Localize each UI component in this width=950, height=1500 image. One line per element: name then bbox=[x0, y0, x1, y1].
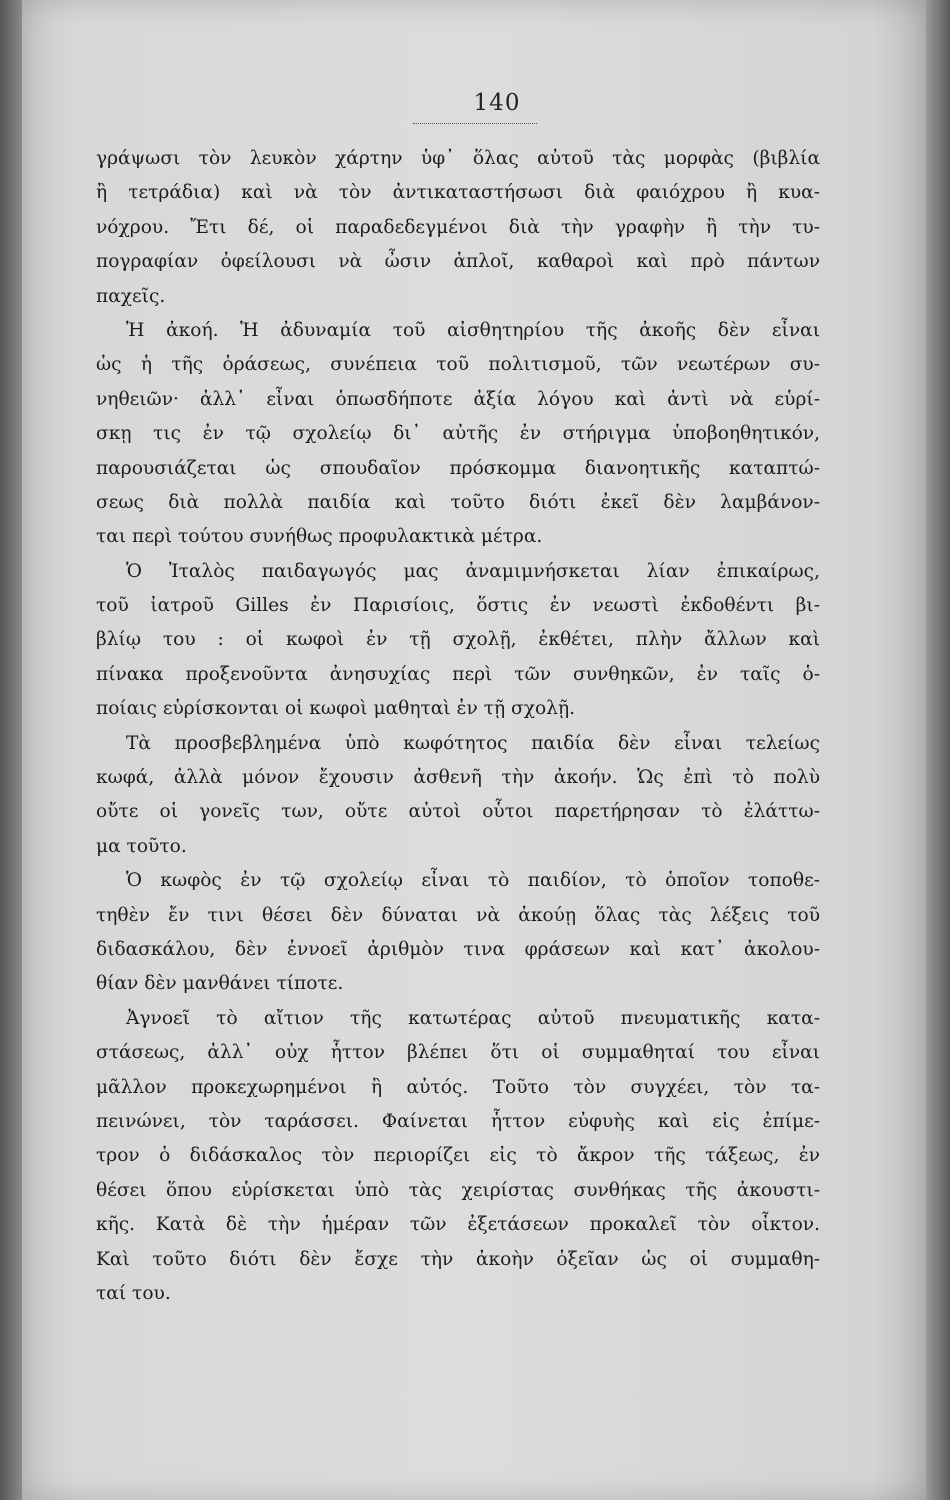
text-line: Ὁ Ἰταλὸς παιδαγωγός μας ἀναμιμνήσκεται λίαν ἐπικαίρως, bbox=[126, 560, 820, 582]
text-line: ὡς ἡ τῆς ὁράσεως, συνέπεια τοῦ πολιτισμοῦ, τῶν νεωτέρων συ- bbox=[96, 354, 820, 376]
text-line: τηθὲν ἔν τινι θέσει δὲν δύναται νὰ ἀκούῃ ὅλας τὰς λέξεις τοῦ bbox=[96, 904, 820, 926]
text-line: θίαν δὲν μανθάνει τίποτε. bbox=[96, 973, 344, 995]
text-line: πογραφίαν ὀφείλουσι νὰ ὦσιν ἁπλοῖ, καθαροὶ καὶ πρὸ πάντων bbox=[96, 251, 820, 273]
text-line: ται περὶ τούτου συνήθως προφυλακτικὰ μέτρα. bbox=[96, 526, 543, 548]
text-line: γράψωσι τὸν λευκὸν χάρτην ὑφ᾽ ὅλας αὐτοῦ τὰς μορφὰς (βιβλία bbox=[96, 148, 820, 169]
text-line: Καὶ τοῦτο διότι δὲν ἔσχε τὴν ἀκοὴν ὀξεῖαν ὡς οἱ συμμαθη- bbox=[96, 1248, 820, 1270]
text-line: σεως διὰ πολλὰ παιδία καὶ τοῦτο διότι ἐκεῖ δὲν λαμβάνον- bbox=[96, 491, 820, 513]
text-line: οὔτε οἱ γονεῖς των, οὔτε αὐτοὶ οὗτοι παρετήρησαν τὸ ἐλάττω- bbox=[96, 801, 820, 823]
text-line: ποίαις εὑρίσκονται οἱ κωφοὶ μαθηταὶ ἐν τῇ σχολῇ. bbox=[96, 698, 576, 720]
text-line: θέσει ὅπου εὑρίσκεται ὑπὸ τὰς χειρίστας συνθήκας τῆς ἀκουστι- bbox=[96, 1179, 820, 1201]
text-line: παρουσιάζεται ὡς σπουδαῖον πρόσκομμα διανοητικῆς καταπτώ- bbox=[96, 457, 820, 479]
text-line: μᾶλλον προκεχωρημένοι ἢ αὐτός. Τοῦτο τὸν συγχέει, τὸν τα- bbox=[96, 1076, 820, 1098]
text-line: τοῦ ἰατροῦ Gilles ἐν Παρισίοις, ὅστις ἐν νεωστὶ ἐκδοθέντι βι- bbox=[96, 595, 820, 617]
text-line: παχεῖς. bbox=[96, 285, 166, 307]
text-line: πίνακα προξενοῦντα ἀνησυχίας περὶ τῶν συνθηκῶν, ἐν ταῖς ὁ- bbox=[96, 663, 820, 685]
text-line: κῆς. Κατὰ δὲ τὴν ἡμέραν τῶν ἐξετάσεων προκαλεῖ τὸν οἶκτον. bbox=[96, 1214, 820, 1236]
text-line: ταί του. bbox=[96, 1282, 171, 1304]
text-line: κωφά, ἀλλὰ μόνον ἔχουσιν ἀσθενῆ τὴν ἀκοήν. Ὡς ἐπὶ τὸ πολὺ bbox=[96, 767, 820, 789]
text-line: Ὁ κωφὸς ἐν τῷ σχολείῳ εἶναι τὸ παιδίον, τὸ ὁποῖον τοποθε- bbox=[126, 870, 820, 892]
page-number-rule bbox=[413, 123, 537, 124]
text-line: τρον ὁ διδάσκαλος τὸν περιορίζει εἰς τὸ ἄκρον τῆς τάξεως, ἐν bbox=[96, 1145, 820, 1167]
text-line: Ἀγνοεῖ τὸ αἴτιον τῆς κατωτέρας αὐτοῦ πνευματικῆς κατα- bbox=[126, 1007, 820, 1029]
scan-left-edge bbox=[0, 0, 22, 1500]
text-line: Ἡ ἀκοή. Ἡ ἀδυναμία τοῦ αἰσθητηρίου τῆς ἀκοῆς δὲν εἶναι bbox=[126, 319, 820, 341]
text-line: διδασκάλου, δὲν ἐννοεῖ ἀριθμὸν τινα φράσεων καὶ κατ᾽ ἀκολου- bbox=[96, 938, 820, 960]
scan-right-edge bbox=[926, 0, 950, 1500]
text-line: νόχρου. Ἔτι δέ, οἱ παραδεδεγμένοι διὰ τὴν γραφὴν ἢ τὴν τυ- bbox=[96, 216, 820, 238]
text-line: ἢ τετράδια) καὶ νὰ τὸν ἀντικαταστήσωσι διὰ φαιόχρου ἢ κυα- bbox=[96, 182, 820, 204]
text-line: σκῃ τις ἐν τῷ σχολείῳ δι᾽ αὐτῆς ἐν στήριγμα ὑποβοηθητικόν, bbox=[96, 423, 820, 445]
body-text bbox=[96, 142, 820, 1311]
text-line: μα τοῦτο. bbox=[96, 835, 187, 857]
text-line: πεινώνει, τὸν ταράσσει. Φαίνεται ἧττον εὐφυὴς καὶ εἰς ἐπίμε- bbox=[96, 1110, 820, 1132]
text-line: βλίῳ του : οἱ κωφοὶ ἐν τῇ σχολῇ, ἐκθέτει, πλὴν ἄλλων καὶ bbox=[96, 629, 820, 651]
page-number: 140 bbox=[473, 90, 521, 116]
text-line: στάσεως, ἀλλ᾽ οὐχ ἧττον βλέπει ὅτι οἱ συμμαθηταί του εἶναι bbox=[96, 1042, 820, 1064]
text-line: Τὰ προσβεβλημένα ὑπὸ κωφότητος παιδία δὲν εἶναι τελείως bbox=[126, 732, 820, 754]
text-line: νηθειῶν· ἀλλ᾽ εἶναι ὁπωσδήποτε ἀξία λόγου καὶ ἀντὶ νὰ εὑρί- bbox=[96, 388, 820, 410]
